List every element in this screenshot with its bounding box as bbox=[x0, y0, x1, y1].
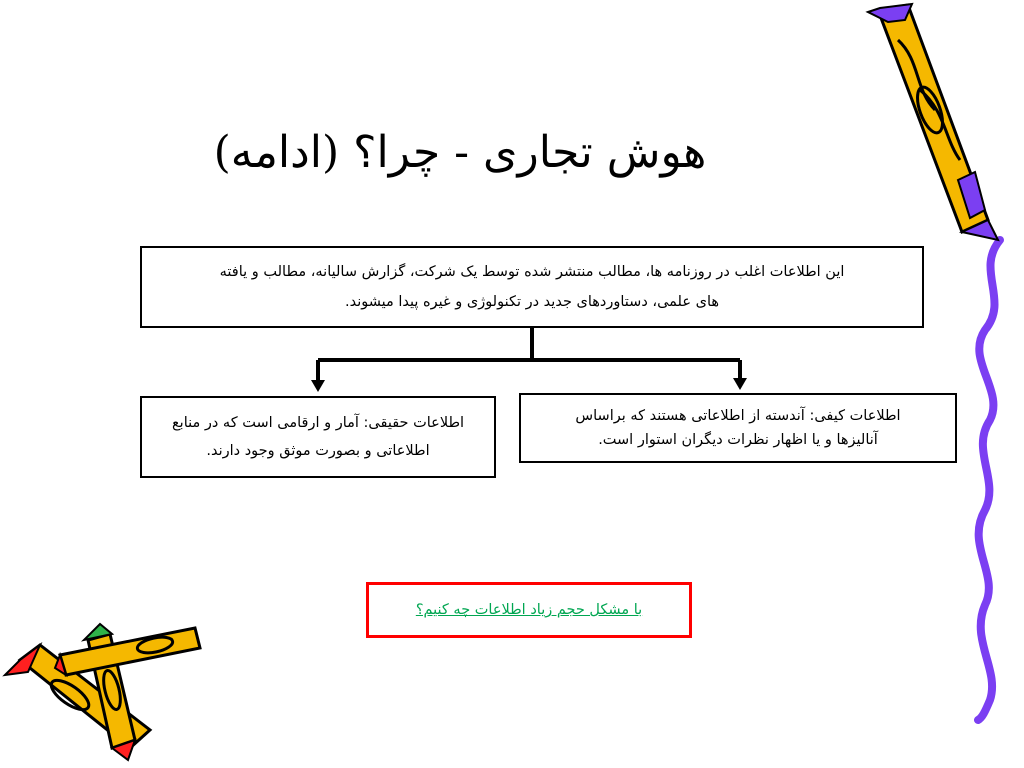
definition-line-2: های علمی، دستاوردهای جدید در تکنولوژی و غیره پیدا میشوند. bbox=[344, 294, 720, 310]
definition-line-1: این اطلاعات اغلب در روزنامه ها، مطالب منتشر شده توسط یک شرکت، گزارش سالیانه، مطالب و یافته bbox=[219, 264, 845, 280]
qualitative-line-2: آنالیزها و یا اظهار نظرات دیگران استوار است. bbox=[598, 432, 878, 448]
definition-box bbox=[140, 246, 924, 328]
crossed-pencils-clipart-icon bbox=[5, 624, 200, 760]
pencil-clipart-icon bbox=[868, 4, 998, 240]
page-title: هوش تجاری - چرا؟ (ادامه) bbox=[213, 127, 707, 178]
flow-connectors bbox=[311, 328, 747, 392]
factual-info-box bbox=[140, 396, 496, 478]
squiggle-line-decoration bbox=[978, 240, 1000, 720]
factual-line-2: اطلاعاتی و بصورت موثق وجود دارند. bbox=[206, 443, 430, 459]
link-box bbox=[366, 582, 692, 638]
factual-line-1: اطلاعات حقیقی: آمار و ارقامی است که در منابع bbox=[171, 415, 465, 431]
qualitative-info-box bbox=[519, 393, 957, 463]
big-data-question-link[interactable]: با مشکل حجم زیاد اطلاعات چه کنیم؟ bbox=[415, 602, 643, 618]
qualitative-line-1: اطلاعات کیفی: آندسته از اطلاعاتی هستند که براساس bbox=[575, 408, 901, 424]
